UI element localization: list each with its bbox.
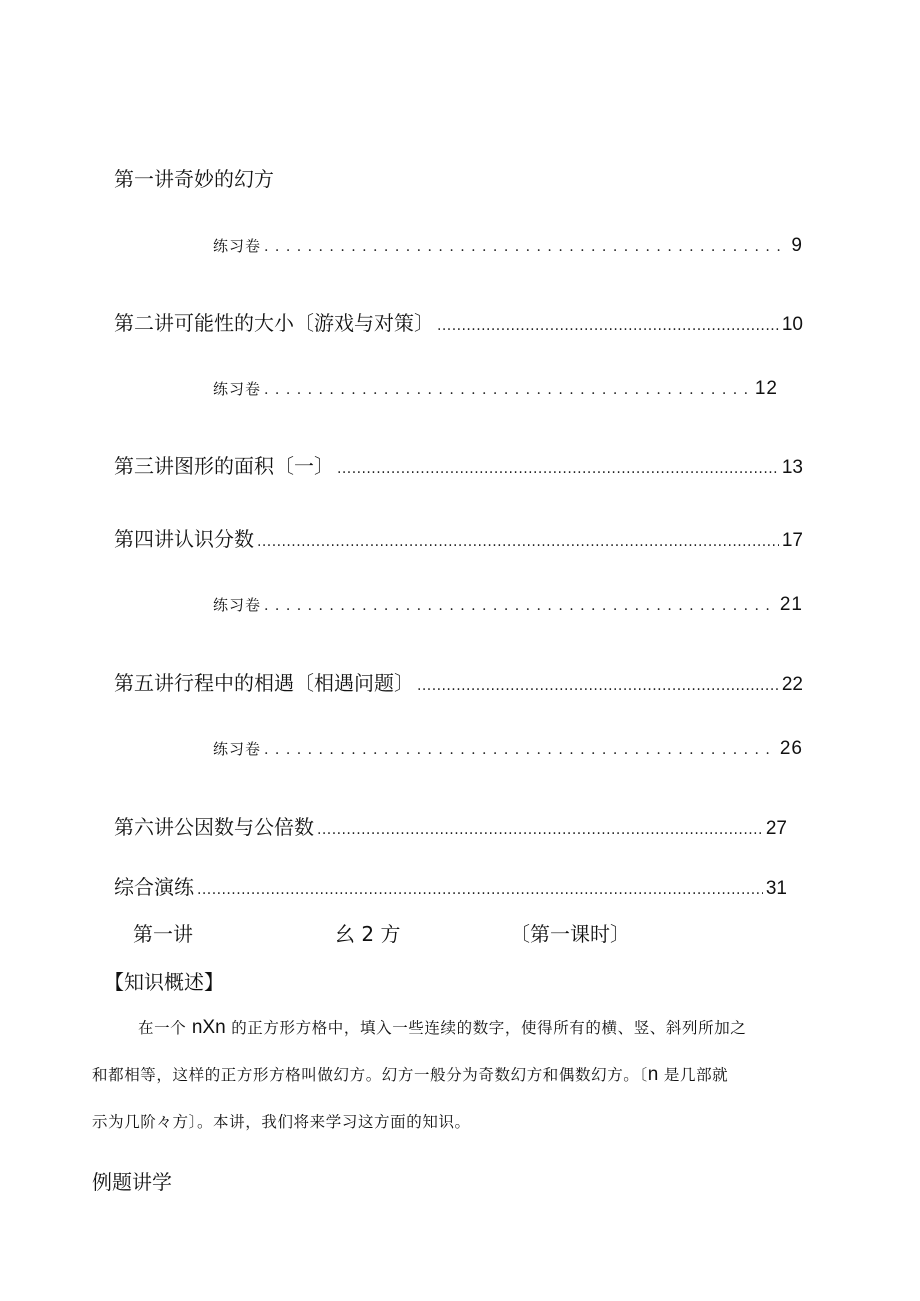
examples-title: 例题讲学	[92, 1170, 172, 1194]
toc-page-number: 21	[779, 594, 803, 615]
toc-entry-4[interactable]	[213, 378, 778, 400]
toc-page-number: 10	[781, 314, 803, 335]
toc-entry-title: 第六讲公因数与公倍数	[114, 815, 314, 839]
lesson-number: 第一讲	[133, 922, 193, 946]
text-span: 的正方形方格中，填入一些连续的数字，使得所有的横、竖、斜列所加之	[231, 1019, 747, 1037]
toc-page-number: 17	[781, 530, 803, 551]
text-span: 在一个	[138, 1019, 187, 1037]
toc-entry-3[interactable]	[114, 307, 803, 336]
toc-entry-7[interactable]	[213, 594, 803, 616]
toc-entry-title: 练习卷	[213, 740, 262, 758]
math-variable: n	[647, 1064, 659, 1085]
dot-leader	[337, 461, 779, 477]
paragraph-line-2	[92, 1063, 728, 1086]
section-title: 【知识概述】	[104, 970, 224, 994]
paragraph-line-3: 示为几阶々方〕。本讲，我们将来学习这方面的知识。	[92, 1113, 471, 1131]
toc-entry-title: 练习卷	[213, 237, 262, 255]
toc-page-number: 12	[754, 378, 778, 399]
toc-entry-11[interactable]	[114, 871, 787, 900]
paragraph-line-1	[138, 1016, 746, 1039]
toc-entry-title: 第一讲奇妙的幻方	[114, 167, 274, 191]
toc-entry-title: 第二讲可能性的大小〔游戏与对策〕	[114, 311, 434, 335]
dot-leader	[264, 239, 788, 255]
dot-leader	[197, 882, 763, 898]
toc-entry-9[interactable]	[213, 738, 803, 760]
text-span: 是几部就	[663, 1066, 729, 1084]
dot-leader	[417, 678, 779, 694]
toc-entry-title: 综合演练	[114, 875, 194, 899]
toc-page-number: 27	[765, 818, 787, 839]
toc-entry-8[interactable]	[114, 667, 803, 696]
text-span: 和都相等，这样的正方形方格叫做幻方。幻方一般分为奇数幻方和偶数幻方。〔	[92, 1066, 648, 1084]
toc-entry-6[interactable]	[114, 523, 803, 552]
toc-entry-title: 第三讲图形的面积〔一〕	[114, 454, 334, 478]
toc-entry-10[interactable]	[114, 811, 787, 840]
toc-entry-title: 第四讲认识分数	[114, 527, 254, 551]
dot-leader	[264, 742, 777, 758]
toc-entry-title: 第五讲行程中的相遇〔相遇问题〕	[114, 671, 414, 695]
toc-entry-1[interactable]	[114, 163, 274, 192]
toc-page-number: 31	[765, 878, 787, 899]
dot-leader	[317, 822, 763, 838]
toc-page-number: 13	[781, 457, 803, 478]
dot-leader	[257, 534, 779, 550]
lesson-title: 幺 2 方	[335, 922, 401, 946]
dot-leader	[437, 318, 779, 334]
toc-entry-title: 练习卷	[213, 596, 262, 614]
lesson-session: 〔第一课时〕	[510, 922, 630, 946]
toc-entry-5[interactable]	[114, 450, 803, 479]
toc-page-number: 22	[781, 674, 803, 695]
toc-entry-2[interactable]	[213, 235, 803, 257]
toc-entry-title: 练习卷	[213, 380, 262, 398]
dot-leader	[264, 598, 777, 614]
math-variable: nXn	[191, 1017, 226, 1038]
toc-page-number: 9	[791, 235, 803, 256]
toc-page-number: 26	[779, 738, 803, 759]
dot-leader	[264, 382, 752, 398]
